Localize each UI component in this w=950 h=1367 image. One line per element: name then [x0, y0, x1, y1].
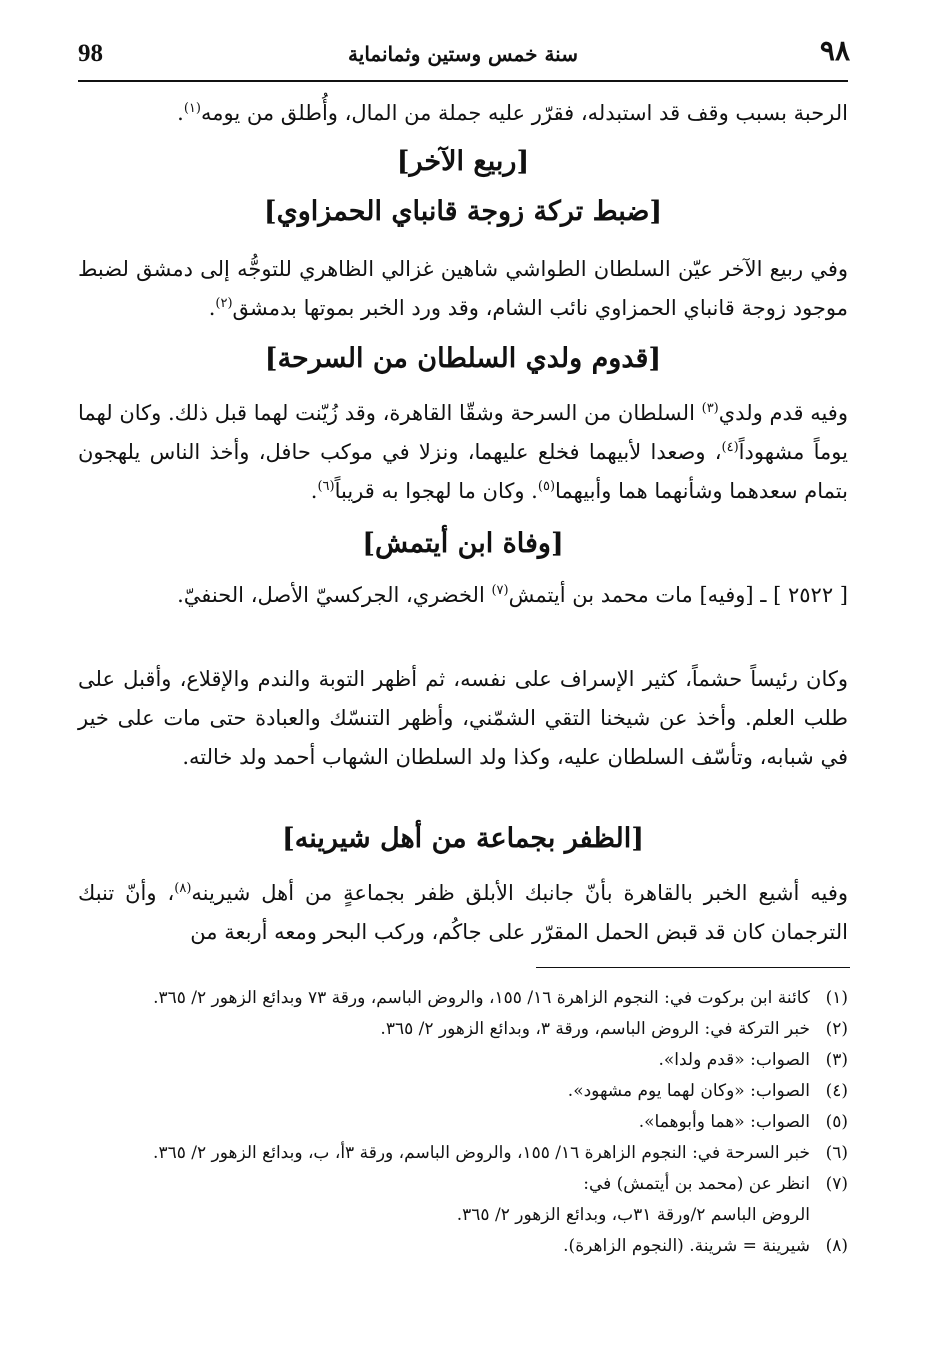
- footnote-ref: (٢): [215, 296, 233, 311]
- footnote-ref: (٤): [721, 440, 739, 455]
- paragraph-text: الخضري، الجركسيّ الأصل، الحنفيّ.: [177, 583, 492, 607]
- section-heading-victory: [الظفر بجماعة من أهل شيرينه]: [282, 823, 644, 854]
- footnote-item: [78, 1138, 848, 1169]
- footnote-text: الصواب: «وكان لهما يوم مشهود».: [567, 1081, 810, 1101]
- section-heading-rabi: [ربيع الآخر]: [396, 146, 530, 177]
- footnotes-divider: [536, 967, 850, 968]
- footnote-item: [78, 1231, 848, 1262]
- footnote-ref: (٥): [537, 479, 556, 494]
- paragraph-text: .: [310, 479, 318, 503]
- paragraph-text: .: [177, 101, 184, 125]
- paragraph-text: وفيه قدم ولدي: [718, 401, 848, 425]
- paragraph-text: .: [208, 296, 216, 320]
- footnote-ref: (٧): [491, 583, 509, 598]
- footnote-number: (٨): [825, 1236, 848, 1256]
- paragraph-1: [78, 94, 848, 133]
- footnote-text: خبر السرحة في: النجوم الزاهرة ١٦/ ١٥٥، والروض الباسم، ورقة ٣أ، ب، وبدائع الزهور ٢/ ٣٦٥.: [153, 1143, 810, 1163]
- footnote-item: [78, 1076, 848, 1107]
- footnote-item: [78, 983, 848, 1014]
- paragraph-4: [78, 576, 848, 615]
- header-divider: [78, 80, 848, 82]
- footnote-ref: (٨): [174, 881, 192, 896]
- paragraph-text: الرحبة بسبب وقف قد استبدله، فقرّر عليه جملة من المال، وأُطلق من يومه: [200, 101, 848, 125]
- footnote-text: الصواب: «قدم ولدا».: [658, 1050, 810, 1070]
- running-title: سنة خمس وستين وثمانماية: [348, 42, 578, 66]
- footnote-item: [78, 1107, 848, 1138]
- section-heading-death: [وفاة ابن أيتمش]: [362, 528, 564, 559]
- footnote-text: كائنة ابن بركوت في: النجوم الزاهرة ١٦/ ١٥٥، والروض الباسم، ورقة ٧٣ وبدائع الزهور ٢/ ٣٦٥.: [153, 988, 810, 1008]
- paragraph-text: وكان رئيساً حشماً، كثير الإسراف على نفسه، ثم أظهر التوبة والندم والإقلاع، وأقبل على طلب العلم. وأخذ عن شيخنا التقي الشمّني، وأظهر التنسّك والعبادة حتى مات على خير في شبابه، وتأسّف السلطان عليه، وكذا ولد السلطان الشهاب أحمد ولد خالته.: [78, 667, 848, 769]
- paragraph-6: [78, 874, 848, 952]
- footnote-item: [78, 1169, 848, 1200]
- paragraph-text: . وكان ما لهجوا به قريباً: [334, 479, 538, 503]
- section-heading-arrival: [قدوم ولدي السلطان من السرحة]: [264, 343, 662, 374]
- footnote-number: (٣): [825, 1050, 848, 1070]
- paragraph-text: وفيه أشيع الخبر بالقاهرة بأنّ جانبك الأبلق ظفر بجماعةٍ من أهل شيرينه: [191, 881, 848, 905]
- footnote-item: [78, 1045, 848, 1076]
- footnote-number: (٥): [825, 1112, 848, 1132]
- paragraph-2: [78, 250, 848, 328]
- footnotes: [78, 983, 848, 1262]
- footnote-ref: (١): [183, 101, 201, 116]
- paragraph-5: [78, 660, 848, 777]
- section-heading-estate: [ضبط تركة زوجة قانباي الحمزاوي]: [263, 196, 663, 227]
- page-header: [78, 32, 848, 78]
- footnote-text: الصواب: «هما وأبوهما».: [638, 1112, 810, 1132]
- paragraph-text: [ ٢٥٢٢ ] ـ [وفيه] مات محمد بن أيتمش: [508, 583, 848, 607]
- footnote-text: انظر عن (محمد بن أيتمش) في:: [583, 1174, 810, 1194]
- paragraph-text: وفي ربيع الآخر عيّن السلطان الطواشي شاهين غزالي الظاهري للتوجُّه إلى دمشق لضبط موجود زوجة قانباي الحمزاوي نائب الشام، وقد ورد الخبر بموتها بدمشق: [78, 257, 848, 320]
- footnote-item: [78, 1014, 848, 1045]
- page-number-arabic: ٩٨: [819, 34, 850, 67]
- footnote-number: (١): [825, 988, 848, 1008]
- footnote-continuation: الروض الباسم ٢/ورقة ٣١ب، وبدائع الزهور ٢/ ٣٦٥.: [456, 1205, 810, 1225]
- paragraph-text: ، وأنّ تنبك الترجمان كان قد قبض الحمل المقرّر على جاكُم، وركب البحر ومعه أربعة من: [78, 881, 848, 944]
- footnote-number: (٢): [825, 1019, 848, 1039]
- footnote-number: (٧): [825, 1174, 848, 1194]
- footnote-number: (٤): [825, 1081, 848, 1101]
- footnote-text: خبر التركة في: الروض الباسم، ورقة ٣، وبدائع الزهور ٢/ ٣٦٥.: [380, 1019, 810, 1039]
- footnote-number: (٦): [825, 1143, 848, 1163]
- page-number-latin: 98: [78, 40, 103, 67]
- paragraph-text: السلطان من السرحة وشقّا القاهرة، وقد زُيّنت لهما قبل ذلك. وكان لهما يوماً مشهوداً: [78, 401, 848, 464]
- paragraph-text: ، وصعدا لأبيهما فخلع عليهما، ونزلا في موكب حافل، وأخذ الناس يلهجون بتمام سعدهما وشأنهما هما وأبيهما: [78, 440, 848, 503]
- paragraph-3: [78, 394, 848, 511]
- footnote-text: شيرينة = شرينة. (النجوم الزاهرة).: [563, 1236, 810, 1256]
- footnote-ref: (٦): [317, 479, 335, 494]
- footnote-ref: (٣): [701, 401, 719, 416]
